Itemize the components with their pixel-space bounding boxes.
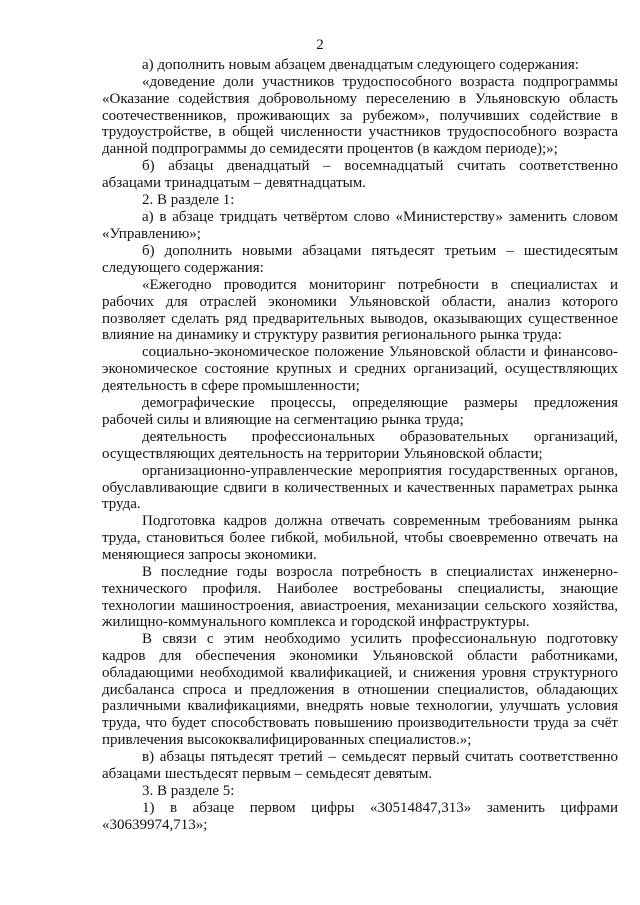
paragraph: 3. В разделе 5: <box>142 782 235 799</box>
paragraph: деятельность профессиональных образовательных организаций, осуществляющих деятельность на территории Ульяновской области; <box>102 428 618 462</box>
paragraph: «доведение доли участников трудоспособного возраста подпрограммы «Оказание содействия добровольному переселению в Ульяновскую область соотечественников, проживающих за рубежом», получивших содействие в трудоустройстве, в общей численности участников трудоспособного возраста данной подпрограммы до семидесяти процентов (в каждом периоде);»; <box>102 74 618 158</box>
paragraph: а) дополнить новым абзацем двенадцатым следующего содержания: <box>142 57 579 73</box>
document-body <box>102 57 618 833</box>
paragraph: б) дополнить новыми абзацами пятьдесят третьим – шестидесятым следующего содержания: <box>102 243 618 276</box>
paragraph: а) в абзаце тридцать четвёртом слово «Министерству» заменить словом «Управлению»; <box>102 209 618 243</box>
paragraph: 2. В разделе 1: <box>142 192 235 209</box>
paragraph: Подготовка кадров должна отвечать современным требованиям рынка труда, становиться более гибкой, мобильной, чтобы своевременно отвечать на меняющиеся запросы экономики. <box>102 513 618 563</box>
paragraph: организационно-управленческие мероприятия государственных органов, обуславливающие сдвиги в количественных и качественных параметрах рынка труда. <box>102 462 618 513</box>
paragraph: б) абзацы двенадцатый – восемнадцатый считать соответственно абзацами тринадцатым – девятнадцатым. <box>102 158 618 191</box>
paragraph: В последние годы возросла потребность в специалистах инженерно-технического профиля. Наиболее востребованы специалисты, знающие технологии машиностроения, авиастроения, механизации сельского хозяйства, жилищно-коммунального комплекса и городской инфраструктуры. <box>102 564 618 631</box>
paragraph: 1) в абзаце первом цифры «30514847,313» заменить цифрами «30639974,713»; <box>102 799 618 833</box>
paragraph: социально-экономическое положение Ульяновской области и финансово-экономическое состояние крупных и средних организаций, осуществляющих деятельность в сфере промышленности; <box>102 344 618 394</box>
page-number: 2 <box>316 37 324 53</box>
paragraph: «Ежегодно проводится мониторинг потребности в специалистах и рабочих для отраслей экономики Ульяновской области, анализ которого позволяет сделать ряд предварительных выводов, оказывающих существенное влияние на динамику и структуру развития регионального рынка труда: <box>102 277 618 344</box>
paragraph: в) абзацы пятьдесят третий – семьдесят первый считать соответственно абзацами шестьдесят первым – семьдесят девятым. <box>102 748 618 782</box>
paragraph: В связи с этим необходимо усилить профессиональную подготовку кадров для обеспечения экономики Ульяновской области работниками, обладающими необходимой квалификацией, и снижения уровня структурного дисбаланса спроса и предложения в отношении специалистов, обладающих различными квалификациями, внедрять новые технологии, улучшать условия труда, что будет способствовать повышению производительности труда за счёт привлечения высококвалифицированных специалистов.»; <box>102 631 618 748</box>
paragraph: демографические процессы, определяющие размеры предложения рабочей силы и влияющие на сегментацию рынка труда; <box>102 395 618 428</box>
